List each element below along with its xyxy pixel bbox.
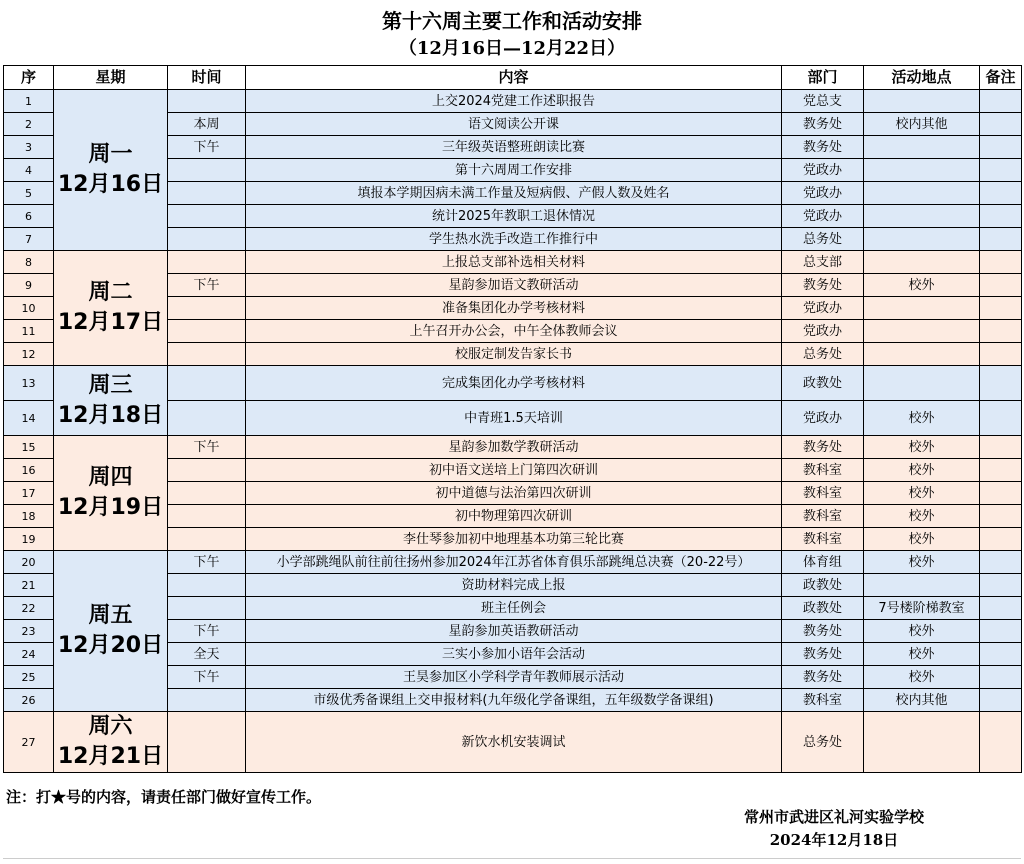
row-time xyxy=(168,90,246,113)
weekday-date: 12月19日 xyxy=(57,495,164,520)
table-row xyxy=(4,436,1022,459)
row-content: 市级优秀备课组上交申报材料(九年级化学备课组，五年级数学备课组) xyxy=(246,689,782,712)
row-place xyxy=(864,320,980,343)
row-time xyxy=(168,251,246,274)
row-place: 校外 xyxy=(864,436,980,459)
row-dept: 总支部 xyxy=(782,251,864,274)
row-content: 三年级英语整班朗读比赛 xyxy=(246,136,782,159)
row-time: 全天 xyxy=(168,643,246,666)
row-note xyxy=(980,366,1022,401)
row-content: 上交2024党建工作述职报告 xyxy=(246,90,782,113)
row-seq: 5 xyxy=(4,182,54,205)
row-seq: 17 xyxy=(4,482,54,505)
row-time xyxy=(168,366,246,401)
row-dept: 教务处 xyxy=(782,436,864,459)
row-seq: 25 xyxy=(4,666,54,689)
row-time: 下午 xyxy=(168,436,246,459)
row-content: 上报总支部补选相关材料 xyxy=(246,251,782,274)
row-time xyxy=(168,712,246,773)
row-place: 校外 xyxy=(864,482,980,505)
weekday-name: 周六 xyxy=(88,714,133,740)
row-note xyxy=(980,228,1022,251)
row-time xyxy=(168,297,246,320)
header-place: 活动地点 xyxy=(864,66,980,90)
row-note xyxy=(980,597,1022,620)
row-note xyxy=(980,251,1022,274)
row-note xyxy=(980,205,1022,228)
row-content: 初中语文送培上门第四次研训 xyxy=(246,459,782,482)
row-note xyxy=(980,113,1022,136)
row-place: 校外 xyxy=(864,643,980,666)
weekday-cell xyxy=(54,712,168,773)
row-note xyxy=(980,505,1022,528)
row-dept: 政教处 xyxy=(782,597,864,620)
issue-date: 2024年12月18日 xyxy=(769,831,899,849)
table-row xyxy=(4,712,1022,773)
weekday-name: 周五 xyxy=(88,603,133,629)
weekday-name: 周一 xyxy=(88,142,133,168)
row-dept: 教科室 xyxy=(782,482,864,505)
row-content: 星韵参加英语教研活动 xyxy=(246,620,782,643)
row-dept: 政教处 xyxy=(782,366,864,401)
row-place xyxy=(864,205,980,228)
schedule-table xyxy=(3,65,1022,773)
row-time xyxy=(168,343,246,366)
row-dept: 教务处 xyxy=(782,666,864,689)
row-time xyxy=(168,320,246,343)
row-place: 7号楼阶梯教室 xyxy=(864,597,980,620)
page-title: 第十六周主要工作和活动安排 xyxy=(382,9,642,33)
row-time: 下午 xyxy=(168,620,246,643)
row-place: 校外 xyxy=(864,666,980,689)
row-seq: 27 xyxy=(4,712,54,773)
row-place xyxy=(864,366,980,401)
row-place: 校外 xyxy=(864,505,980,528)
weekday-cell xyxy=(54,551,168,712)
row-content: 统计2025年教职工退休情况 xyxy=(246,205,782,228)
header-seq: 序 xyxy=(4,66,54,90)
row-content: 小学部跳绳队前往前往扬州参加2024年江苏省体育俱乐部跳绳总决赛（20-22号） xyxy=(246,551,782,574)
weekday-cell xyxy=(54,436,168,551)
row-place xyxy=(864,182,980,205)
row-dept: 党总支 xyxy=(782,90,864,113)
row-place: 校外 xyxy=(864,401,980,436)
row-place: 校内其他 xyxy=(864,113,980,136)
row-note xyxy=(980,159,1022,182)
weekday-date: 12月20日 xyxy=(57,633,164,658)
row-dept: 教务处 xyxy=(782,113,864,136)
row-place: 校外 xyxy=(864,551,980,574)
school-name: 常州市武进区礼河实验学校 xyxy=(743,808,924,826)
weekday-cell xyxy=(54,366,168,436)
row-note xyxy=(980,297,1022,320)
row-dept: 党政办 xyxy=(782,297,864,320)
row-note xyxy=(980,401,1022,436)
row-place xyxy=(864,712,980,773)
row-time: 本周 xyxy=(168,113,246,136)
row-seq: 15 xyxy=(4,436,54,459)
row-content: 填报本学期因病未满工作量及短病假、产假人数及姓名 xyxy=(246,182,782,205)
row-dept: 政教处 xyxy=(782,574,864,597)
footer-note: 注：打★号的内容，请责任部门做好宣传工作。 xyxy=(6,788,322,806)
row-place xyxy=(864,90,980,113)
weekday-date: 12月16日 xyxy=(57,172,164,197)
row-dept: 教务处 xyxy=(782,620,864,643)
row-note xyxy=(980,90,1022,113)
row-seq: 16 xyxy=(4,459,54,482)
weekday-date: 12月18日 xyxy=(57,402,164,428)
table-row xyxy=(4,251,1022,274)
row-content: 中青班1.5天培训 xyxy=(246,401,782,436)
header-row xyxy=(4,66,1022,90)
row-seq: 14 xyxy=(4,401,54,436)
row-content: 语文阅读公开课 xyxy=(246,113,782,136)
row-seq: 23 xyxy=(4,620,54,643)
row-time xyxy=(168,574,246,597)
row-note xyxy=(980,666,1022,689)
row-time xyxy=(168,182,246,205)
weekday-name: 周四 xyxy=(88,465,133,491)
row-time: 下午 xyxy=(168,274,246,297)
row-seq: 8 xyxy=(4,251,54,274)
row-content: 三实小参加小语年会活动 xyxy=(246,643,782,666)
row-time xyxy=(168,505,246,528)
row-note xyxy=(980,320,1022,343)
row-note xyxy=(980,643,1022,666)
row-content: 完成集团化办学考核材料 xyxy=(246,366,782,401)
row-content: 星韵参加数学教研活动 xyxy=(246,436,782,459)
row-seq: 19 xyxy=(4,528,54,551)
row-dept: 党政办 xyxy=(782,182,864,205)
row-dept: 总务处 xyxy=(782,343,864,366)
row-time xyxy=(168,401,246,436)
row-time xyxy=(168,459,246,482)
row-dept: 党政办 xyxy=(782,159,864,182)
weekday-date: 12月17日 xyxy=(57,310,164,335)
row-note xyxy=(980,274,1022,297)
row-content: 第十六周周工作安排 xyxy=(246,159,782,182)
row-dept: 教科室 xyxy=(782,459,864,482)
row-dept: 教科室 xyxy=(782,689,864,712)
row-dept: 党政办 xyxy=(782,205,864,228)
row-place xyxy=(864,228,980,251)
row-content: 星韵参加语文教研活动 xyxy=(246,274,782,297)
row-content: 初中物理第四次研训 xyxy=(246,505,782,528)
row-seq: 26 xyxy=(4,689,54,712)
header-weekday: 星期 xyxy=(54,66,168,90)
weekday-cell xyxy=(54,90,168,251)
weekday-date: 12月21日 xyxy=(57,744,164,769)
row-content: 校服定制发告家长书 xyxy=(246,343,782,366)
row-content: 王昊参加区小学科学青年教师展示活动 xyxy=(246,666,782,689)
row-note xyxy=(980,182,1022,205)
row-seq: 10 xyxy=(4,297,54,320)
row-seq: 18 xyxy=(4,505,54,528)
table-row xyxy=(4,366,1022,401)
row-place xyxy=(864,159,980,182)
row-dept: 教科室 xyxy=(782,505,864,528)
row-note xyxy=(980,574,1022,597)
row-place xyxy=(864,343,980,366)
row-dept: 教务处 xyxy=(782,136,864,159)
row-time xyxy=(168,159,246,182)
row-place: 校内其他 xyxy=(864,689,980,712)
row-note xyxy=(980,551,1022,574)
row-place: 校外 xyxy=(864,459,980,482)
row-seq: 9 xyxy=(4,274,54,297)
row-note xyxy=(980,343,1022,366)
row-time xyxy=(168,205,246,228)
row-place xyxy=(864,297,980,320)
row-dept: 党政办 xyxy=(782,401,864,436)
bottom-divider xyxy=(3,858,1021,859)
row-seq: 13 xyxy=(4,366,54,401)
row-place xyxy=(864,136,980,159)
row-time: 下午 xyxy=(168,136,246,159)
header-content: 内容 xyxy=(246,66,782,90)
row-place xyxy=(864,251,980,274)
row-dept: 教科室 xyxy=(782,528,864,551)
row-content: 班主任例会 xyxy=(246,597,782,620)
weekday-cell xyxy=(54,251,168,366)
table-row xyxy=(4,90,1022,113)
row-note xyxy=(980,689,1022,712)
weekday-name: 周三 xyxy=(88,372,133,398)
row-seq: 22 xyxy=(4,597,54,620)
row-time xyxy=(168,482,246,505)
row-time xyxy=(168,689,246,712)
row-seq: 12 xyxy=(4,343,54,366)
row-dept: 总务处 xyxy=(782,228,864,251)
row-note xyxy=(980,436,1022,459)
weekday-name: 周二 xyxy=(88,280,133,306)
row-content: 资助材料完成上报 xyxy=(246,574,782,597)
row-dept: 教务处 xyxy=(782,274,864,297)
row-place: 校外 xyxy=(864,274,980,297)
row-place xyxy=(864,574,980,597)
row-content: 新饮水机安装调试 xyxy=(246,712,782,773)
row-seq: 6 xyxy=(4,205,54,228)
row-dept: 党政办 xyxy=(782,320,864,343)
row-place: 校外 xyxy=(864,620,980,643)
row-seq: 11 xyxy=(4,320,54,343)
row-content: 李仕琴参加初中地理基本功第三轮比赛 xyxy=(246,528,782,551)
header-time: 时间 xyxy=(168,66,246,90)
page-subtitle: （12月16日—12月22日） xyxy=(398,38,626,59)
row-seq: 20 xyxy=(4,551,54,574)
row-seq: 1 xyxy=(4,90,54,113)
row-time xyxy=(168,597,246,620)
row-seq: 7 xyxy=(4,228,54,251)
row-note xyxy=(980,136,1022,159)
header-note: 备注 xyxy=(980,66,1022,90)
header-dept: 部门 xyxy=(782,66,864,90)
row-seq: 24 xyxy=(4,643,54,666)
row-content: 准备集团化办学考核材料 xyxy=(246,297,782,320)
row-seq: 21 xyxy=(4,574,54,597)
row-seq: 2 xyxy=(4,113,54,136)
row-seq: 4 xyxy=(4,159,54,182)
row-place: 校外 xyxy=(864,528,980,551)
table-row xyxy=(4,551,1022,574)
row-dept: 教务处 xyxy=(782,643,864,666)
row-time: 下午 xyxy=(168,666,246,689)
row-content: 学生热水洗手改造工作推行中 xyxy=(246,228,782,251)
row-note xyxy=(980,482,1022,505)
row-seq: 3 xyxy=(4,136,54,159)
row-content: 上午召开办公会，中午全体教师会议 xyxy=(246,320,782,343)
row-content: 初中道德与法治第四次研训 xyxy=(246,482,782,505)
row-time: 下午 xyxy=(168,551,246,574)
row-note xyxy=(980,459,1022,482)
row-note xyxy=(980,620,1022,643)
row-dept: 总务处 xyxy=(782,712,864,773)
row-time xyxy=(168,228,246,251)
row-dept: 体育组 xyxy=(782,551,864,574)
row-note xyxy=(980,712,1022,773)
row-note xyxy=(980,528,1022,551)
row-time xyxy=(168,528,246,551)
